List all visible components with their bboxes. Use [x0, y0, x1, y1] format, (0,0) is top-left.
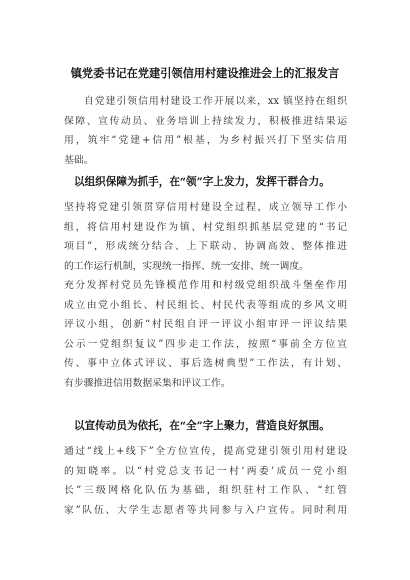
section1-para2-line: 公示一党组织复议”四步走工作法，按照“事前全方位宣 [64, 338, 347, 350]
page-title: 镇党委书记在党建引领信用村建设推进会上的汇报发言 [70, 66, 340, 80]
section-heading-organization: 以组织保障为抓手，在“领”字上发力，发挥干群合力。 [74, 176, 330, 188]
section1-para2-line: 评议小组，创新“村民组自评一评议小组审评一评议结果 [64, 319, 347, 330]
intro-line: 保障、宣传动员、业务培训上持续发力，积极推进结果运 [64, 115, 347, 127]
intro-line: 自党建引领信用村建设工作开展以来，xx 镇坚持在组织 [84, 96, 347, 107]
intro-paragraph [64, 92, 347, 170]
section1-para2-line: 传、事中立体式评议、事后选树典型”工作法，有计划、 [64, 358, 347, 369]
section2-paragraph-1 [64, 442, 347, 520]
section1-paragraph-2 [64, 276, 347, 393]
section1-paragraph-1 [64, 198, 347, 276]
section-heading-publicity: 以宣传动员为依托，在“全”字上聚力，营造良好氛围。 [74, 420, 330, 432]
section1-para2-line: 成立由党小组长、村民组长、村民代表等组成的乡风文明 [64, 299, 347, 311]
section2-para1-line: 通过“线上+线下”全方位宣传，提高党建引领引用村建设 [64, 446, 347, 457]
section2-para1-line: 的知晓率。以“村党总支书记一村‘两委’成员一党小组 [64, 465, 347, 477]
section1-para1-line: 项目”，形成统分结合、上下联动、协调高效、整体推进 [64, 241, 347, 252]
section1-para1-line: 坚持将党建引领贯穿信用村建设全过程，成立领导工作小 [64, 202, 347, 213]
section1-para2-line: 充分发挥村党员先锋模范作用和村级党组织战斗堡垒作用 [64, 280, 347, 291]
section1-para1-line: 组，将信用村建设作为镇、村党组织抓基层党建的“书记 [64, 221, 347, 233]
section2-para1-line: 家”队伍、大学生志愿者等共同参与入户宣传。同时利用 [64, 504, 347, 516]
intro-line: 用，筑牢“党建+信用”根基，为乡村振兴打下坚实信用 [64, 135, 347, 146]
intro-line: 基础。 [64, 154, 94, 166]
section2-para1-line: 长”三级网格化队伍为基础，组织驻村工作队、“红管 [64, 485, 347, 496]
section1-para2-line: 有步骤推进信用数据采集和评议工作。 [64, 377, 231, 389]
section1-para1-line: 的工作运行机制，实现统一指挥、统一安排、统一调度。 [64, 260, 309, 272]
